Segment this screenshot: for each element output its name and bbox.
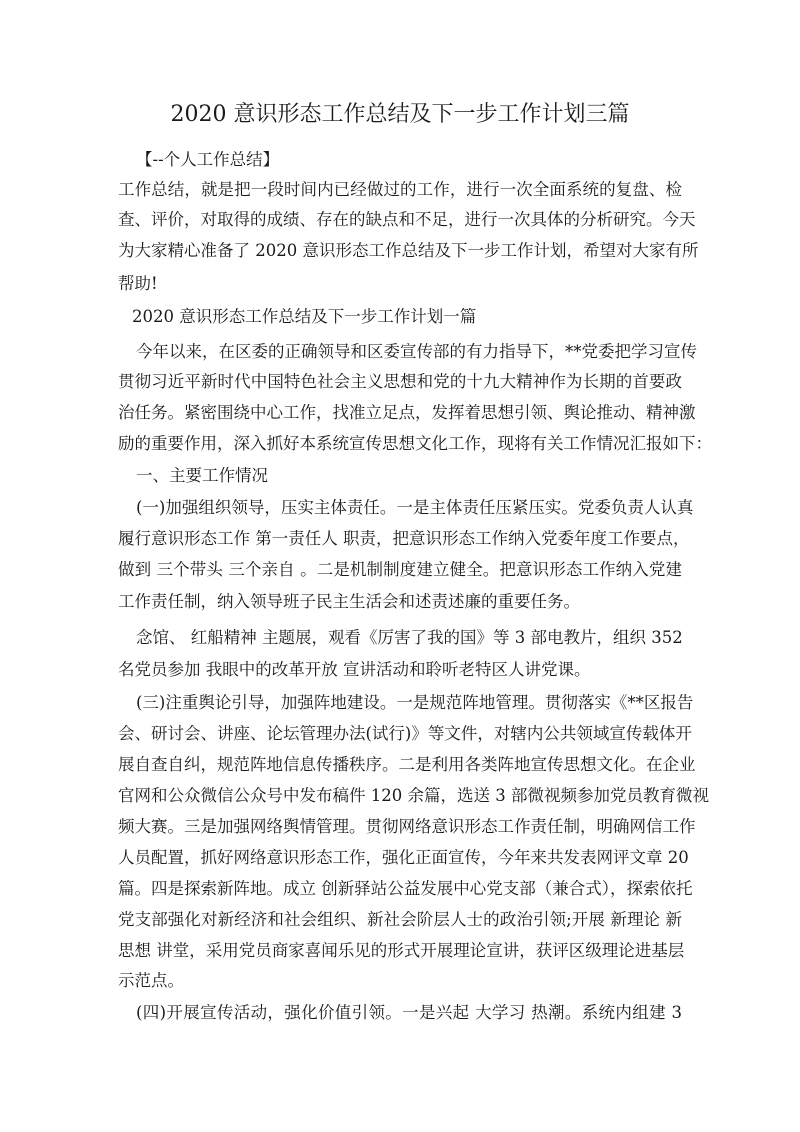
document-title: 2020 意识形态工作总结及下一步工作计划三篇: [170, 102, 630, 127]
paragraph-line: 思想 讲堂，采用党员商家喜闻乐见的形式开展理论宣讲，获评区级理论进基层: [118, 941, 685, 960]
subtitle-line: 2020 意识形态工作总结及下一步工作计划一篇: [132, 307, 477, 326]
paragraph-line: 工作总结，就是把一段时间内已经做过的工作，进行一次全面系统的复盘、检: [118, 180, 682, 199]
paragraph-line: 查、评价，对取得的成绩、存在的缺点和不足，进行一次具体的分析研究。今天: [118, 210, 696, 229]
paragraph-line: 党支部强化对新经济和社会组织、新社会阶层人士的政治引领;开展 新理论 新: [118, 910, 682, 929]
paragraph-line: 名党员参加 我眼中的改革开放 宣讲活动和聆听老特区人讲党课。: [118, 660, 591, 679]
section-heading: 一、主要工作情况: [136, 466, 268, 485]
paragraph-line: 展自查自纠，规范阵地信息传播秩序。二是利用各类阵地宣传思想文化。在企业: [118, 755, 696, 774]
paragraph-line: 念馆、 红船精神 主题展，观看《厉害了我的国》等 3 部电教片，组织 352: [136, 628, 683, 647]
paragraph-line: 贯彻习近平新时代中国特色社会主义思想和党的十九大精神作为长期的首要政: [118, 372, 682, 391]
paragraph-line: 人员配置，抓好网络意识形态工作，强化正面宣传，今年来共发表网评文章 20: [118, 848, 689, 867]
paragraph-line: 官网和公众微信公众号中发布稿件 120 余篇，选送 3 部微视频参加党员教育微视: [118, 786, 709, 805]
section-heading: 【--个人工作总结】: [136, 150, 280, 169]
paragraph-line: 今年以来，在区委的正确领导和区委宣传部的有力指导下，**党委把学习宣传: [136, 342, 697, 361]
paragraph-line: 工作责任制，纳入领导班子民主生活会和述责述廉的重要任务。: [118, 592, 580, 611]
paragraph-line: (一)加强组织领导，压实主体责任。一是主体责任压紧压实。党委负责人认真: [136, 498, 694, 517]
paragraph-line: 频大赛。三是加强网络舆情管理。贯彻网络意识形态工作责任制，明确网信工作: [118, 817, 696, 836]
paragraph-line: 示范点。: [118, 971, 184, 990]
paragraph-line: 做到 三个带头 三个亲自 。二是机制制度建立健全。把意识形态工作纳入党建: [118, 560, 682, 579]
paragraph-line: 为大家精心准备了 2020 意识形态工作总结及下一步工作计划，希望对大家有所: [118, 241, 699, 260]
paragraph-line: 会、研讨会、讲座、论坛管理办法(试行)》等文件，对辖内公共领域宣传载体开: [118, 724, 692, 743]
paragraph-line: 励的重要作用，深入抓好本系统宣传思想文化工作，现将有关工作情况汇报如下：: [118, 434, 712, 453]
paragraph-line: (四)开展宣传活动，强化价值引领。一是兴起 大学习 热潮。系统内组建 3: [136, 1003, 682, 1022]
paragraph-line: 治任务。紧密围绕中心工作，找准立足点，发挥着思想引领、舆论推动、精神激: [118, 403, 696, 422]
paragraph-line: (三)注重舆论引导，加强阵地建设。一是规范阵地管理。贯彻落实《**区报告: [136, 693, 694, 712]
paragraph-line: 履行意识形态工作 第一责任人 职责，把意识形态工作纳入党委年度工作要点，: [118, 529, 690, 548]
paragraph-line: 篇。四是探索新阵地。成立 创新驿站公益发展中心党支部（兼合式），探索依托: [118, 879, 693, 898]
paragraph-line: 帮助!: [118, 274, 158, 293]
